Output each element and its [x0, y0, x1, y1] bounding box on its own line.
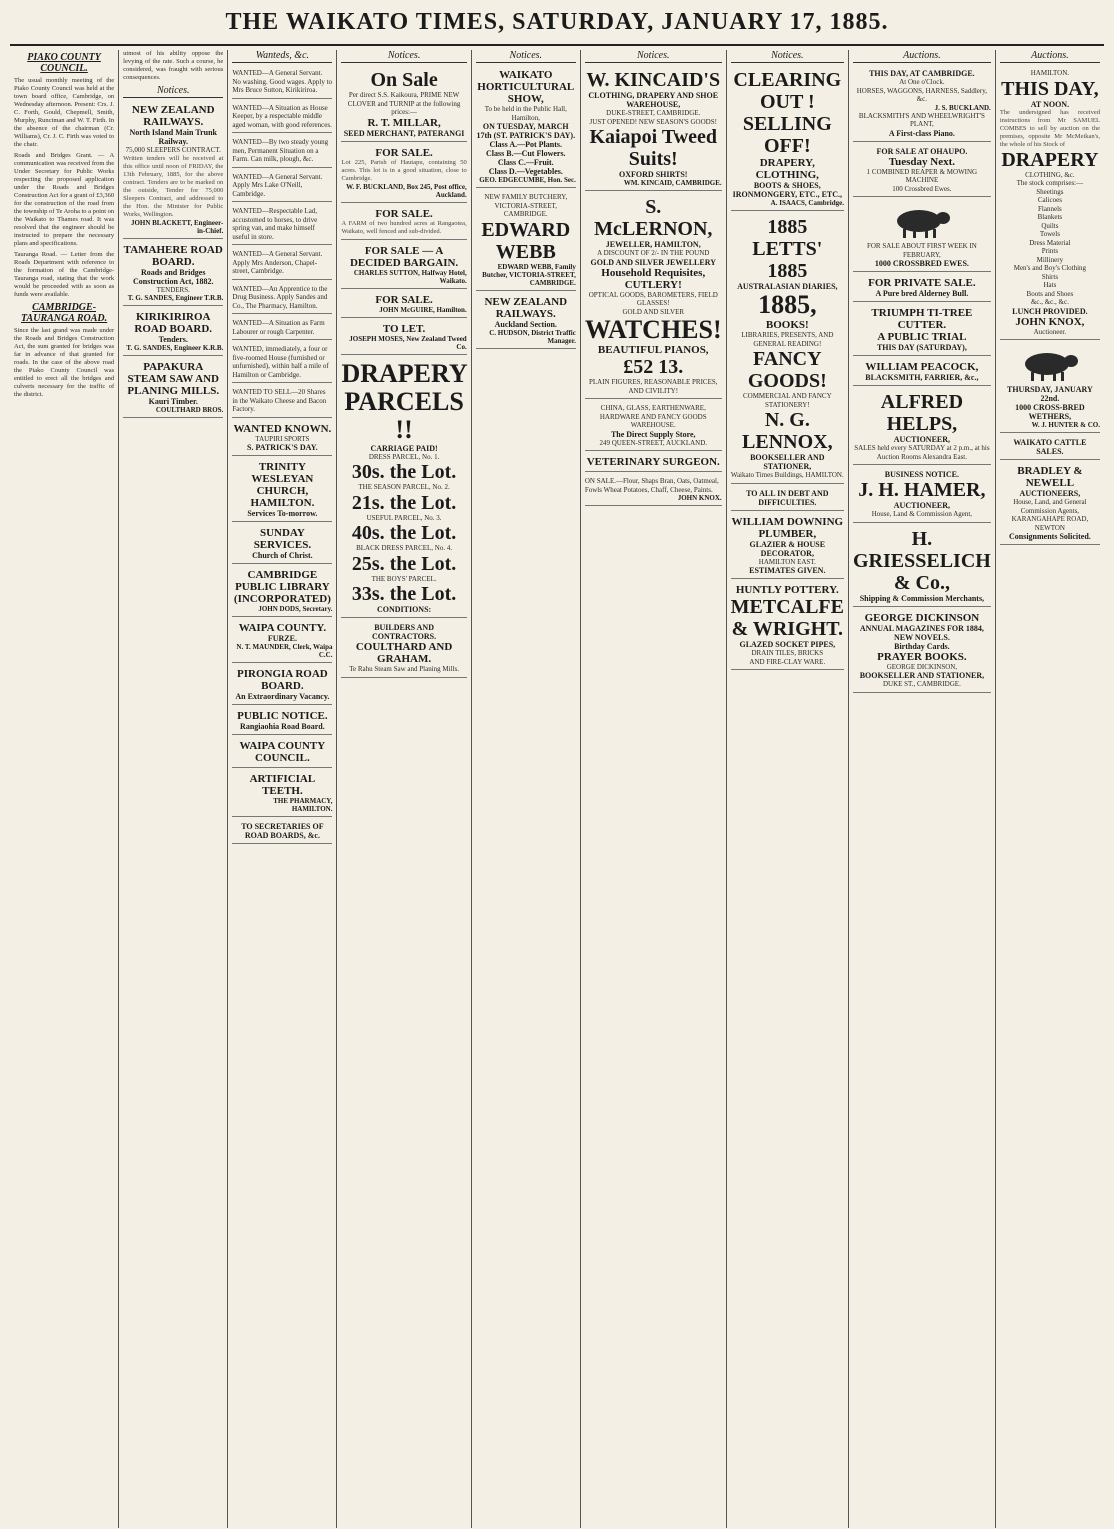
ad-signature: J. S. BUCKLAND. — [934, 103, 991, 112]
ad-title: S. McLERNON, — [594, 196, 713, 240]
ad-title: FOR SALE — A DECIDED BARGAIN. — [349, 244, 459, 269]
ad-title: FOR SALE. — [375, 293, 433, 306]
article-paragraph: The usual monthly meeting of the Piako County Council was held at the town board office, Cambridge, on Wednesday afternoon. Present: Crs. J. C. Forth, Gould, Chepmell, Smith, Murphy, Runciman and W. T. Firth. In the absence of the chairman (Cr. Williams), Cr. J. C. Firth was voted to the chair. — [14, 77, 115, 148]
ad-subtitle: WAIKATO CATTLE SALES. — [1013, 438, 1087, 456]
ad-kirikiriroa — [123, 308, 223, 356]
ad-on-sale-knox — [585, 474, 722, 506]
ad-title: METCALFE & WRIGHT. — [730, 596, 844, 640]
ad-signature: COULTHARD BROS. — [155, 406, 224, 414]
ad-line: Per direct S.S. Kaikoura, PRIME NEW CLOVER and TURNIP at the following prices:— — [347, 91, 461, 116]
stock-item: &c., &c., &c. — [1030, 298, 1069, 306]
ad-line: DRAIN TILES, BRICKS — [751, 649, 824, 657]
ad-for-sale — [341, 242, 466, 289]
stock-item: Sheetings — [1036, 187, 1064, 196]
ad-signature: W. J. HUNTER & CO. — [1031, 421, 1100, 429]
ad-title: DRAPERY, CLOTHING, — [755, 157, 819, 181]
price: £52 13. — [623, 356, 684, 378]
ad-subtitle: AUSTRALASIAN DIARIES, — [737, 282, 838, 291]
stock-item: Shirts — [1041, 272, 1059, 281]
ad-title: DRAPERY PARCELS !! — [341, 358, 468, 444]
ad-downing — [731, 513, 844, 580]
column-9 — [996, 50, 1104, 1528]
ad-secretaries — [232, 819, 332, 844]
ad-subtitle: BOOTS & SHOES, — [753, 181, 821, 190]
ad-subtitle: TO ALL IN DEBT AND DIFFICULTIES. — [746, 488, 829, 507]
columns — [10, 46, 1104, 1528]
ad-title: W. KINCAID'S — [586, 69, 721, 91]
ad-title: CAMBRIDGE PUBLIC LIBRARY (INCORPORATED) — [233, 569, 331, 605]
column-7 — [727, 50, 849, 1528]
wanted-ad: WANTED—Respectable Lad, accustomed to horses, to drive spring van, and make himself useful in store. — [232, 204, 332, 245]
class-heading: Class D.—Vegetables. — [488, 167, 563, 176]
ad-title: SELLING OFF! — [742, 113, 832, 157]
ad-sunday — [232, 524, 332, 564]
stock-item: Flannels — [1038, 204, 1062, 213]
masthead-title: THE WAIKATO TIMES, SATURDAY, JANUARY 17, 1885. — [225, 8, 889, 35]
ad-title: KIRIKIRIROA ROAD BOARD. — [134, 311, 213, 335]
article-paragraph: Since the last grand was made under the Roads and Bridges Construction Act, the sum granted for bridges was far in advance of that granted for roads. In the case of the above road the Piako County Council was entitled to erect all the bridges and culverts necessary for the traffic of the district. — [14, 327, 115, 398]
ad-for-sale — [341, 144, 466, 203]
column-8 — [849, 50, 996, 1528]
ad-subtitle: BUSINESS NOTICE. — [884, 470, 960, 479]
ad-line: HAMILTON. — [1030, 69, 1070, 77]
ad-tamahere — [123, 241, 223, 307]
ad-subtitle: A Pure bred Alderney Bull. — [875, 289, 969, 298]
ad-subtitle: Kauri Timber. — [148, 397, 198, 406]
ad-subtitle: NEW NOVELS. — [893, 632, 950, 642]
ad-title: 1885, — [758, 290, 817, 319]
ad-line: CLOTHING, &c. — [1025, 170, 1075, 179]
ad-dickinson — [853, 609, 991, 693]
ad-griesselich — [853, 525, 991, 607]
ad-signature: JOHN KNOX. — [677, 494, 722, 502]
ad-railways — [123, 101, 223, 239]
ad-title: J. H. HAMER, — [858, 479, 986, 501]
article-paragraph: Tauranga Road. — Letter from the Roads Department with reference to the formation of the Cambridge-Tauranga road, stating that the work would be proceeded with as soon as funds were available. — [14, 251, 115, 298]
ad-cutter — [853, 304, 991, 356]
column-5 — [472, 50, 581, 1528]
ad-body: Written tenders will be received at this office until noon of FRIDAY, the 13th February, 1885, for the above contract. Tenders are to be marked on the outside, Tender for 75,000 Sleepers Contract, and addressed to the Hon. the Minister for Public Works, Wellington. — [123, 154, 224, 218]
stock-list — [1000, 188, 1100, 307]
ad-title: FOR SALE. — [375, 207, 433, 220]
ad-line: 75,000 SLEEPERS CONTRACT. — [125, 146, 221, 154]
ad-subtitle: LUNCH PROVIDED. — [1012, 306, 1088, 316]
ad-subtitle: GOLD AND SILVER JEWELLERY — [590, 257, 716, 267]
ad-subtitle: ON TUESDAY, MARCH 17th (ST. PATRICK'S DAY). — [476, 122, 576, 140]
class-heading: Class B.—Cut Flowers. — [486, 149, 566, 158]
ad-title: PAPAKURA STEAM SAW AND PLANING MILLS. — [127, 361, 220, 397]
ad-papakura — [123, 358, 223, 418]
ad-title: H. GRIESSELICH & Co., — [852, 527, 991, 594]
section-heading: Notices. — [341, 50, 466, 63]
stock-item: Calicoes — [1037, 196, 1062, 204]
ad-subtitle: 1000 CROSSBRED EWES. — [874, 259, 969, 268]
ad-signature: JOHN McGUIRE, Hamilton. — [379, 305, 467, 314]
wanted-ad: WANTED—A General Servant. No washing. Good wages. Apply to Mrs Bruce Sutton, Kirikiriroa. — [232, 66, 332, 99]
ad-title: FOR PRIVATE SALE. — [868, 277, 976, 289]
stock-item: Quilts — [1041, 221, 1059, 230]
ad-signature: JOHN DODS, Secretary. — [258, 605, 333, 613]
ad-library — [232, 566, 332, 617]
ad-title: Household Requisites, — [601, 266, 706, 279]
ad-trinity — [232, 458, 332, 522]
ad-body: A FARM of two hundred acres at Rangaotea, Waikato, well fenced and sub-divided. — [341, 219, 467, 235]
ad-subtitle: AT NOON. — [1030, 99, 1070, 109]
ad-title: A PUBLIC TRIAL — [877, 331, 967, 343]
ad-title: 1885 LETTS' 1885 — [752, 216, 823, 282]
ad-subtitle: BUILDERS AND CONTRACTORS. — [372, 623, 437, 641]
ad-title: TO LET. — [382, 322, 426, 335]
ad-line: GOLD AND SILVER — [622, 307, 685, 316]
ad-title: WAIPA COUNTY COUNCIL. — [239, 740, 326, 764]
ad-line: House, Land, and General Commission Agents, — [1013, 498, 1087, 515]
ad-subtitle: BOOKSELLER AND STATIONER, — [859, 671, 985, 680]
ad-signature: THE PHARMACY, HAMILTON. — [273, 797, 333, 813]
article-paragraph: Roads and Bridges Grant. — A communication was received from the Under Secretary for Public Works respecting the proposed application under the Roads and Bridges Construction Act for a grant of £3,360 for the construction of the road from the township of Te Aroha to a point on the Waikato to Thames road. It was resolved that the engineer should be instructed to prepare the necessary plans and specifications. — [14, 152, 115, 247]
ad-subtitle: THIS DAY, AT CAMBRIDGE. — [869, 69, 975, 78]
ad-subtitle: Auckland Section. — [494, 319, 557, 329]
ad-line: CHINA, GLASS, EARTHENWARE, HARDWARE AND FANCY GOODS WAREHOUSE. — [599, 404, 707, 429]
wanted-ad: WANTED—A General Servant. Apply Mrs Anderson, Chapel-street, Cambridge. — [232, 247, 332, 280]
ad-subtitle: OXFORD SHIRTS! — [619, 170, 688, 179]
ad-diaries — [731, 213, 844, 484]
ad-subtitle: CARRIAGE PAID! — [370, 443, 438, 453]
ad-title: HUNTLY POTTERY. — [735, 584, 839, 596]
ad-subtitle: ESTIMATES GIVEN. — [749, 566, 826, 575]
article-title: CAMBRIDGE-TAURANGA ROAD. — [21, 302, 108, 324]
ad-title: SUNDAY SERVICES. — [253, 527, 312, 551]
stock-item: Blankets — [1037, 213, 1063, 221]
masthead — [10, 0, 1104, 46]
ad-nz-railways — [476, 293, 576, 349]
ad-title: TAMAHERE ROAD BOARD. — [123, 243, 223, 268]
ad-signature: W. F. BUCKLAND, Box 245, Post office, Auckland. — [346, 182, 467, 199]
ad-subtitle: FOR SALE AT OHAUPO. — [876, 146, 968, 156]
ad-bradley — [1000, 462, 1100, 545]
ad-title: WANTED KNOWN. — [233, 422, 332, 435]
ad-body: Lot 225, Parish of Hautapu, containing 50 acres. This lot is in a good situation, close to Cambridge. — [341, 158, 467, 182]
ad-title: EDWARD WEBB — [481, 218, 571, 263]
ad-wanted-known — [232, 420, 332, 457]
ad-auction-cambridge — [853, 66, 991, 142]
ad-title: CLEARING OUT ! — [733, 69, 842, 113]
section-heading: Auctions. — [1000, 50, 1100, 63]
ad-subtitle: Church of Christ. — [252, 551, 313, 560]
ad-pottery — [731, 581, 844, 670]
ad-title: R. T. MILLAR, — [367, 116, 441, 129]
ad-title: PUBLIC NOTICE. — [237, 710, 328, 722]
ad-title: TRINITY WESLEYAN CHURCH, HAMILTON. — [250, 461, 315, 509]
ad-title: THIS DAY, — [1001, 77, 1099, 100]
ad-title: ARTIFICIAL TEETH. — [249, 773, 316, 797]
sheep-illustration — [1015, 348, 1085, 382]
ad-line: OPTICAL GOODS, BAROMETERS, FIELD GLASSES! — [588, 290, 718, 307]
wanted-ad: WANTED—A Situation as House Keeper, by a respectable middle aged woman, with good references. — [232, 101, 332, 134]
section-heading: Notices. — [731, 50, 844, 63]
column-6 — [581, 50, 727, 1528]
ad-line: The stock comprises:— — [1016, 179, 1084, 187]
column-2 — [119, 50, 228, 1528]
ad-title: PIRONGIA ROAD BOARD. — [237, 668, 328, 692]
ad-title: VETERINARY SURGEON. — [586, 456, 720, 468]
ad-subtitle: Birthday Cards. — [894, 641, 950, 651]
ad-line: House, Land & Commission Agent, — [871, 510, 973, 518]
stock-item: Towels — [1039, 230, 1060, 238]
ad-title: PLUMBER, — [758, 527, 817, 540]
ad-line: TAUPIRI SPORTS — [255, 434, 310, 443]
ad-signature: JOHN BLACKETT, Engineer-in-Chief. — [130, 218, 224, 235]
ad-title: NEW ZEALAND RAILWAYS. — [484, 295, 568, 320]
ad-private-sale — [853, 274, 991, 302]
stock-item: Men's and Boy's Clothing — [1013, 264, 1087, 272]
ad-signature: WM. KINCAID, CAMBRIDGE. — [623, 179, 722, 187]
ad-subtitle: TO SECRETARIES OF ROAD BOARDS, &c. — [241, 822, 324, 840]
ad-line: LIBRARIES, PRESENTS, AND GENERAL READING! — [741, 331, 834, 348]
ad-title: Tuesday Next. — [888, 155, 955, 168]
ad-line: HAMILTON EAST. — [758, 557, 816, 566]
ad-title: ALFRED HELPS, — [880, 391, 964, 435]
ad-subtitle: North Island Main Trunk Railway. — [129, 128, 217, 146]
section-heading: Notices. — [476, 50, 576, 63]
ad-line: NEW FAMILY BUTCHERY, VICTORIA-STREET, CAMBRIDGE. — [484, 193, 568, 218]
stock-item: Dress Material — [1029, 238, 1071, 247]
ad-for-sale — [341, 205, 466, 240]
parcel-name: BLACK DRESS PARCEL, No. 4. — [356, 544, 453, 552]
ad-title: BRADLEY & NEWELL — [1017, 465, 1083, 489]
ad-signature: C. HUDSON, District Traffic Manager. — [489, 328, 576, 345]
ad-subtitle: Services To-morrow. — [247, 509, 318, 518]
ad-signature: JOSEPH MOSES, New Zealand Tweed Co. — [349, 334, 467, 351]
parcel-price: 33s. the Lot. — [351, 583, 457, 605]
parcel-name: THE BOYS' PARCEL. — [371, 574, 437, 583]
wanted-ad: WANTED, immediately, a four or five-roomed House (furnished or unfurnished), within half a mile of Hamilton or Cambridge. — [232, 342, 332, 383]
ad-line: DUKE-STREET, CAMBRIDGE. — [606, 109, 701, 117]
parcel-name: DRESS PARCEL, No. 1. — [368, 452, 440, 461]
ad-body: The undersigned has received instructions from Mr SAMUEL COMBES to sell by auction on the premises, opposite Mr McMeikan's, the whole of his Stock of — [999, 108, 1100, 148]
ad-line: Auctioneer. — [1033, 327, 1067, 336]
ad-line: COMMERCIAL AND FANCY STATIONERY! — [742, 392, 832, 409]
ad-signature: A. ISAACS, Cambridge. — [770, 199, 844, 207]
ad-subtitle: CONDITIONS: — [376, 605, 432, 614]
ad-subtitle: FURZE. — [267, 634, 297, 643]
class-heading: Class A.—Pot Plants. — [489, 140, 562, 149]
ad-title: On Sale — [370, 69, 438, 91]
section-heading: Notices. — [123, 85, 223, 98]
ad-line: SALES held every SATURDAY at 2 p.m., at his Auction Rooms Alexandra East. — [854, 444, 990, 461]
ad-subtitle: IRONMONGERY, ETC., ETC., — [732, 190, 843, 199]
ad-line: JUST OPENED! NEW SEASON'S GOODS! — [589, 117, 717, 126]
ad-on-sale — [341, 66, 466, 142]
ad-signature: CHARLES SUTTON, Halfway Hotel, Waikato. — [353, 268, 467, 285]
ad-signature: GEO. EDGECUMBE, Hon. Sec. — [479, 176, 576, 184]
parcel-price: 21s. the Lot. — [351, 491, 457, 514]
ad-knox-auction — [1000, 66, 1100, 340]
ad-title: JOHN KNOX, — [1015, 315, 1085, 328]
ad-signature: EDWARD WEBB, Family Butcher, VICTORIA-STREET, CAMBRIDGE. — [482, 262, 576, 287]
ad-subtitle: THURSDAY, JANUARY 22nd. — [1006, 385, 1093, 403]
ad-public-notice — [232, 707, 332, 735]
ad-subtitle: ANNUAL MAGAZINES FOR 1884, — [859, 623, 984, 633]
ad-horticultural — [476, 66, 576, 188]
ad-hamer — [853, 467, 991, 523]
ad-line: AND FIRE-CLAY WARE. — [749, 657, 826, 666]
ad-line: FOR SALE ABOUT FIRST WEEK IN FEBRUARY, — [866, 242, 977, 259]
ad-title: PRAYER BOOKS. — [877, 650, 967, 663]
ad-kincaid — [585, 66, 722, 191]
parcel-price: 40s. the Lot. — [351, 522, 457, 544]
ad-line: PLAIN FIGURES, REASONABLE PRICES, AND CIVILITY! — [588, 378, 718, 395]
ad-drapery-parcels — [341, 357, 466, 619]
ad-builders — [341, 620, 466, 678]
parcel-price: 30s. the Lot. — [351, 461, 457, 483]
ad-ohaupo — [853, 144, 991, 198]
ad-line: 100 Crossbred Ewes. — [892, 184, 952, 193]
ad-subtitle: Tenders. — [158, 335, 188, 344]
ad-subtitle: Roads and Bridges Construction Act, 1882. — [133, 267, 214, 286]
ad-clearing — [731, 66, 844, 211]
parcel-price: 25s. the Lot. — [351, 552, 457, 575]
article-paragraph: utmost of his ability oppose the levying of the rate. Such a course, he considered, was fraught with serious consequences. — [123, 50, 224, 81]
ad-subtitle: BOOKSELLER AND STATIONER, — [750, 453, 825, 471]
ad-signature: N. T. MAUNDER, Clerk, Waipa C.C. — [236, 643, 333, 659]
ad-line: DUKE ST., CAMBRIDGE. — [882, 680, 961, 688]
ad-line: BLACKSMITH'S AND WHEELWRIGHT'S PLANT, — [858, 111, 985, 128]
ad-line: 249 QUEEN-STREET, AUCKLAND. — [599, 438, 708, 447]
ad-subtitle: 1000 CROSS-BRED WETHERS, — [1015, 403, 1085, 421]
ad-line: Waikato Times Buildings, HAMILTON. — [730, 471, 844, 479]
ad-line: 1 COMBINED REAPER & MOWING MACHINE — [866, 167, 978, 184]
ad-line: TENDERS. — [156, 285, 190, 294]
ad-subtitle: AUCTIONEER, — [893, 435, 951, 444]
column-1 — [10, 50, 119, 1528]
ad-subtitle: AUCTIONEER, — [893, 501, 951, 510]
section-heading: Notices. — [585, 50, 722, 63]
ad-subtitle: An Extraordinary Vacancy. — [235, 692, 330, 701]
ad-title: DRAPERY — [1001, 148, 1099, 171]
sheep-illustration — [887, 205, 957, 239]
ad-title: WILLIAM DOWNING — [731, 515, 844, 528]
ad-line: GEORGE DICKINSON, — [886, 662, 958, 671]
ad-line: HORSES, WAGGONS, HARNESS, Saddlery, &c. — [856, 86, 988, 103]
ad-butchery — [476, 190, 576, 291]
ad-subtitle: GLAZED SOCKET PIPES, — [739, 640, 836, 649]
stock-item: Millinery — [1036, 255, 1064, 264]
ad-subtitle: CLOTHING, DRAPERY AND SHOE WAREHOUSE, — [588, 91, 719, 109]
ad-mclernon — [585, 193, 722, 399]
ad-furze — [232, 619, 332, 663]
wanted-ad: WANTED—A Situation as Farm Labourer or rough Carpenter. — [232, 316, 332, 340]
article-title: PIAKO COUNTY COUNCIL. — [27, 52, 101, 74]
ad-wethers — [1000, 342, 1100, 433]
ad-title: WAIKATO HORTICULTURAL SHOW, — [477, 69, 575, 105]
ad-subtitle: The Direct Supply Store, — [610, 429, 696, 439]
ad-cattle — [1000, 435, 1100, 460]
ad-creditors — [731, 486, 844, 511]
ad-line: Te Rahu Steam Saw and Planing Mills. — [349, 665, 459, 673]
ad-subtitle: SEED MERCHANT, PATERANGI — [343, 128, 465, 138]
wanted-ad: WANTED—A General Servant. Apply Mrs Lake O'Neill, Cambridge. — [232, 170, 332, 203]
section-heading: Wanteds, &c. — [232, 50, 332, 63]
class-heading: Class C.—Fruit. — [497, 158, 554, 167]
ad-subtitle: Rangiaohia Road Board. — [240, 722, 325, 731]
ad-for-sale — [341, 291, 466, 318]
ad-title: Kaiapoi Tweed Suits! — [589, 126, 718, 170]
parcel-name: THE SEASON PARCEL, No. 2. — [358, 483, 450, 491]
ad-title: WATCHES! — [584, 315, 722, 344]
ad-waipa-council — [232, 737, 332, 768]
ad-ewes — [853, 199, 991, 272]
ad-subtitle: A First-class Piano. — [888, 128, 955, 138]
ad-title: GEORGE DICKINSON — [864, 611, 980, 624]
ad-subtitle: Consignments Solicited. — [1008, 532, 1091, 541]
ad-line: KARANGAHAPE ROAD, NEWTON — [1011, 515, 1089, 532]
ad-vet — [585, 453, 722, 472]
ad-pirongia — [232, 665, 332, 705]
ad-line: A DISCOUNT OF 2/- IN THE POUND — [597, 249, 710, 257]
ad-signature: T. G. SANDES, Engineer T.R.B. — [127, 294, 224, 302]
ad-title: WAIPA COUNTY. — [238, 622, 327, 634]
ad-title: CUTLERY! — [624, 278, 682, 291]
ad-title: NEW ZEALAND RAILWAYS. — [131, 104, 215, 128]
ad-title: N. G. LENNOX, — [742, 409, 833, 453]
ad-china — [585, 401, 722, 451]
ad-title: WILLIAM PEACOCK, — [865, 361, 979, 373]
ad-title: FANCY GOODS! — [747, 348, 827, 392]
ad-teeth — [232, 770, 332, 817]
ad-title: FOR SALE. — [375, 146, 433, 159]
ad-line: At One o'Clock. — [899, 78, 945, 86]
ad-peacock — [853, 358, 991, 386]
ad-alfred-helps — [853, 388, 991, 465]
section-heading: Auctions. — [853, 50, 991, 63]
ad-body: ON SALE.—Flour, Shaps Bran, Oats, Oatmeal, Fowls Wheat Potatoes, Chaff, Cheese, Paints. — [584, 477, 719, 494]
ad-subtitle: GLAZIER & HOUSE DECORATOR, — [749, 539, 826, 558]
column-4 — [337, 50, 471, 1528]
ad-subtitle: S. PATRICK'S DAY. — [247, 443, 318, 452]
ad-signature: T. G. SANDES, Engineer K.R.B. — [126, 344, 224, 352]
ad-subtitle: THIS DAY (SATURDAY), — [876, 343, 967, 352]
parcel-name: USEFUL PARCEL, No. 3. — [366, 513, 442, 522]
stock-item: Boots and Shoes — [1026, 289, 1074, 298]
ad-title: COULTHARD AND GRAHAM. — [355, 641, 453, 665]
wanted-ad: WANTED—By two steady young men, Permanent Situation on a Farm. Can milk, plough, &c. — [232, 135, 332, 168]
stock-item: Prints — [1041, 247, 1059, 255]
stock-item: Hats — [1043, 281, 1057, 289]
ad-title: BOOKS! — [765, 319, 809, 331]
ad-subtitle: JEWELLER, HAMILTON, — [605, 240, 701, 249]
ad-to-let — [341, 320, 466, 355]
wanted-ad: WANTED TO SELL—20 Shares in the Waikato Cheese and Bacon Factory. — [232, 385, 332, 418]
ad-title: BEAUTIFUL PIANOS, — [597, 344, 709, 356]
ad-subtitle: BLACKSMITH, FARRIER, &c., — [865, 373, 979, 382]
ad-title: TRIUMPH TI-TREE CUTTER. — [871, 307, 973, 331]
ad-line: To be held in the Public Hall, Hamilton, — [484, 105, 567, 122]
ad-subtitle: Shipping & Commission Merchants, — [859, 593, 985, 603]
column-3 — [228, 50, 337, 1528]
wanted-ad: WANTED—An Apprentice to the Drug Business. Apply Sandes and Co., The Pharmacy, Hamilton. — [232, 282, 332, 315]
ad-subtitle: AUCTIONEERS, — [1019, 489, 1081, 498]
